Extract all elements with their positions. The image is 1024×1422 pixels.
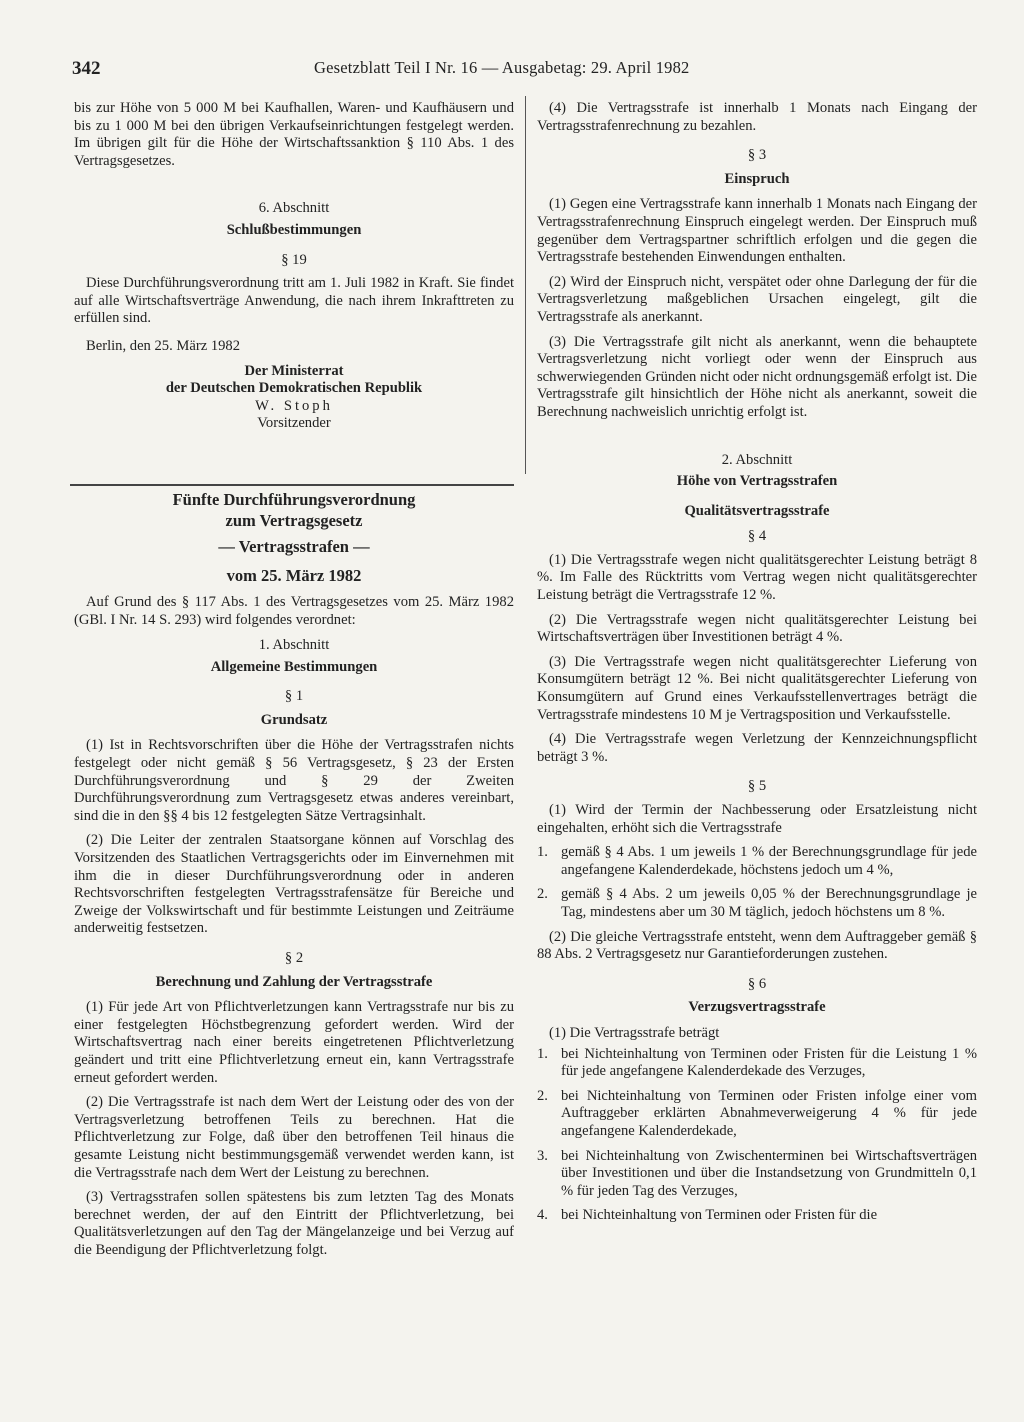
paragraph-1-1: (1) Ist in Rechtsvorschriften über die Höhe der Vertragsstrafen nichts festgelegt oder nicht gemäß § 56 Vertragsgesetz, § 23 der Ersten Durchführungsverordnung und § 29 der Zweiten Durchführungsverordnung zum Vertragsgesetz etwas anderes vereinbart, sind die in den §§ 4 bis 12 festgelegten Sätze Vertragsinhalt.	[74, 737, 514, 824]
list-text: gemäß § 4 Abs. 2 um jeweils 0,05 % der Berechnungsgrundlage je Tag, mindestens aber um 30 M täglich, jedoch höchstens um 8 %.	[561, 886, 977, 920]
paragraph-5-symbol: § 5	[747, 778, 767, 795]
paragraph-1-symbol: § 1	[284, 688, 304, 705]
section-1-title: Allgemeine Bestimmungen	[210, 658, 378, 675]
signatory-line-1: Der Ministerrat	[244, 362, 344, 379]
list-item	[537, 844, 977, 879]
list-item	[537, 1207, 977, 1225]
document-title-2: zum Vertragsgesetz	[225, 510, 363, 530]
paragraph-19-symbol: § 19	[281, 251, 307, 268]
section-6-label: 6. Abschnitt	[258, 200, 330, 217]
signatory-line-2: der Deutschen Demokratischen Republik	[165, 380, 423, 397]
section-1-label: 1. Abschnitt	[258, 637, 330, 654]
paragraph-1-title: Grundsatz	[260, 711, 328, 728]
paragraph-6-title: Verzugsvertragsstrafe	[688, 999, 826, 1016]
list-text: bei Nichteinhaltung von Terminen oder Fristen für die	[561, 1207, 878, 1224]
list-number: 4.	[537, 1207, 548, 1224]
document-title-1: Fünfte Durchführungsverordnung	[172, 489, 416, 509]
list-text: bei Nichteinhaltung von Zwischenterminen bei Wirtschaftsverträgen über Investitionen und über die Instandsetzung von Grundmitteln 0,1 % für jeden Tag des Verzuges,	[561, 1147, 977, 1199]
section-2-title: Höhe von Vertragsstrafen	[676, 473, 838, 490]
list-number: 1.	[537, 844, 548, 861]
paragraph-2-1: (1) Für jede Art von Pflichtverletzungen kann Vertragsstrafe nur bis zu einer festgelegten Höchstbegrenzung gefordert werden. Wird der Wirtschaftsvertrag nach einer bereits eingetretenen Pflichtverletzung geändert und tritt eine Pflichtverletzung erneut ein, kann Vertragsstrafe erneut gefordert werden.	[74, 999, 514, 1086]
column-divider	[525, 96, 526, 474]
paragraph-5-1: (1) Wird der Termin der Nachbesserung oder Ersatzleistung nicht eingehalten, erhöht sich die Vertragsstrafe	[537, 802, 977, 836]
list-number: 3.	[537, 1147, 548, 1164]
paragraph-2-title: Berechnung und Zahlung der Vertragsstrafe	[155, 973, 433, 990]
paragraph-2-symbol: § 2	[284, 950, 304, 966]
list-number: 1.	[537, 1045, 548, 1062]
section-6-title: Schlußbestimmungen	[226, 221, 362, 238]
paragraph-4-symbol: § 4	[747, 528, 767, 545]
paragraph-19-text: Diese Durchführungsverordnung tritt am 1. Juli 1982 in Kraft. Sie findet auf alle Wirtschaftsverträge Anwendung, die nach ihrem Inkrafttreten zu erfüllen sind.	[74, 275, 514, 327]
place-date: Berlin, den 25. März 1982	[86, 337, 241, 354]
list-text: gemäß § 4 Abs. 1 um jeweils 1 % der Berechnungsgrundlage für jede angefangene Kalenderdekade, höchstens jedoch um 4 %,	[561, 844, 977, 878]
list-text: bei Nichteinhaltung von Terminen oder Fristen infolge einer vom Auftraggeber erklärten Abnahmeverweigerung 4 % für jede angefangene Kalenderdekade,	[561, 1087, 977, 1139]
paragraph-3-title: Einspruch	[724, 170, 790, 187]
section-2-label: 2. Abschnitt	[721, 451, 793, 468]
paragraph-2-4: (4) Die Vertragsstrafe ist innerhalb 1 Monats nach Eingang der Vertragsstrafenrechnung zu bezahlen.	[537, 100, 977, 134]
list-item	[537, 886, 977, 921]
paragraph-4-2: (2) Die Vertragsstrafe wegen nicht qualitätsgerechter Leistung bei Wirtschaftsverträgen über Investitionen beträgt 4 %.	[537, 611, 977, 646]
paragraph-2-3: (3) Vertragsstrafen sollen spätestens bis zum letzten Tag des Monats berechnet werden, der auf den Eintritt der Pflichtverletzung, bei Qualitätsverletzungen auf den Tag der Mängelanzeige und bei Verzug auf die Beendigung der Pflichtverletzung folgt.	[74, 1189, 514, 1258]
paragraph-4-1: (1) Die Vertragsstrafe wegen nicht qualitätsgerechter Leistung beträgt 8 %. Im Falle des Rücktritts vom Vertrag wegen nicht qualitätsgerechter Leistung beträgt die Vertragsstrafe 12 %.	[537, 551, 977, 604]
paragraph-5-2: (2) Die gleiche Vertragsstrafe entsteht, wenn dem Auftraggeber gemäß § 88 Abs. 2 Vertragsgesetz nur Garantieforderungen zustehen.	[537, 928, 977, 963]
list-item	[537, 1088, 977, 1141]
paragraph-6-1: (1) Die Vertragsstrafe beträgt	[549, 1024, 720, 1041]
list-item	[537, 1148, 977, 1201]
list-item	[537, 1046, 977, 1081]
signer-name: W. Stoph	[255, 397, 333, 414]
paragraph-3-1: (1) Gegen eine Vertragsstrafe kann innerhalb 1 Monats nach Eingang der Vertragsstrafenrechnung Einspruch eingelegt werden. Der Einspruch muß gegenüber dem Vertragspartner schriftlich erfolgen und die gegen die Vertragsstrafe bestehenden Einwendungen enthalten.	[537, 196, 977, 266]
right-column	[537, 100, 977, 1232]
subsection-title: Qualitätsvertragsstrafe	[684, 502, 830, 519]
paragraph-2-2: (2) Die Vertragsstrafe ist nach dem Wert der Leistung oder des von der Vertragsverletzung betroffenen Teils zu berechnen. Hat die Pflichtverletzung zur Folge, daß über den betroffenen Teil hinaus die gesamte Leistung nicht bestimmungsgemäß verwendet werden kann, ist die Vertragsstrafe nach dem Wert der Leistung zu berechnen.	[74, 1094, 514, 1181]
document-date: vom 25. März 1982	[226, 565, 362, 585]
preamble: Auf Grund des § 117 Abs. 1 des Vertragsgesetzes vom 25. März 1982 (GBl. I Nr. 14 S. 293) wird folgendes verordnet:	[74, 593, 514, 628]
paragraph-4-3: (3) Die Vertragsstrafe wegen nicht qualitätsgerechter Lieferung von Konsumgütern beträgt 12 %. Bei nicht qualitätsgerechter Lieferung von Konsumgütern auf Grund eines Verkaufsstellenvertrages beträgt die Vertragsstrafe mindestens 10 M je Vertragsposition und Verkaufsstelle.	[537, 653, 977, 723]
page-number: 342	[72, 58, 101, 79]
list-number: 2.	[537, 1087, 548, 1104]
left-column	[74, 100, 514, 1267]
list-text: bei Nichteinhaltung von Terminen oder Fristen für die Leistung 1 % für jede angefangene Kalenderdekade des Verzuges,	[561, 1045, 977, 1080]
document-title-3: — Vertragsstrafen —	[218, 536, 370, 556]
signer-title: Vorsitzender	[257, 415, 331, 432]
paragraph-6-symbol: § 6	[747, 975, 767, 992]
page-header	[72, 58, 984, 88]
continuation-paragraph: bis zur Höhe von 5 000 M bei Kaufhallen, Waren- und Kaufhäusern und bis zu 1 000 M bei den übrigen Verkaufseinrichtungen festgelegt werden. Im übrigen gilt für die Höhe der Wirtschaftssanktion § 110 Abs. 1 des Vertragsgesetzes.	[74, 100, 514, 169]
list-number: 2.	[537, 886, 548, 903]
running-head: Gesetzblatt Teil I Nr. 16 — Ausgabetag: 29. April 1982	[314, 58, 690, 77]
paragraph-4-4: (4) Die Vertragsstrafe wegen Verletzung der Kennzeichnungspflicht beträgt 3 %.	[537, 731, 977, 765]
paragraph-3-3: (3) Die Vertragsstrafe gilt nicht als anerkannt, wenn die behauptete Vertragsverletzung nicht vorliegt oder wenn der Einspruch aus schwerwiegenden Gründen nicht oder nicht ordnungsgemäß erfolgt ist. Die Vertragsstrafe gilt hinsichtlich der Höhe nicht als anerkannt, soweit die Berechnung nachweislich unrichtig erfolgt ist.	[537, 333, 977, 420]
paragraph-3-symbol: § 3	[747, 147, 767, 164]
paragraph-3-2: (2) Wird der Einspruch nicht, verspätet oder ohne Darlegung der für die Vertragsverletzung maßgeblichen Ursachen eingelegt, gilt die Vertragsstrafe als anerkannt.	[537, 273, 977, 325]
paragraph-1-2: (2) Die Leiter der zentralen Staatsorgane können auf Vorschlag des Vorsitzenden des Staatlichen Vertragsgerichts oder im Einvernehmen mit ihm die in dieser Durchführungsverordnung oder in anderen Rechtsvorschriften festgelegten Vertragsstrafensätze für Bereiche und Zweige der Volkswirtschaft und für bestimmte Leistungen und Zeiträume anderweitig festsetzen.	[74, 832, 514, 937]
